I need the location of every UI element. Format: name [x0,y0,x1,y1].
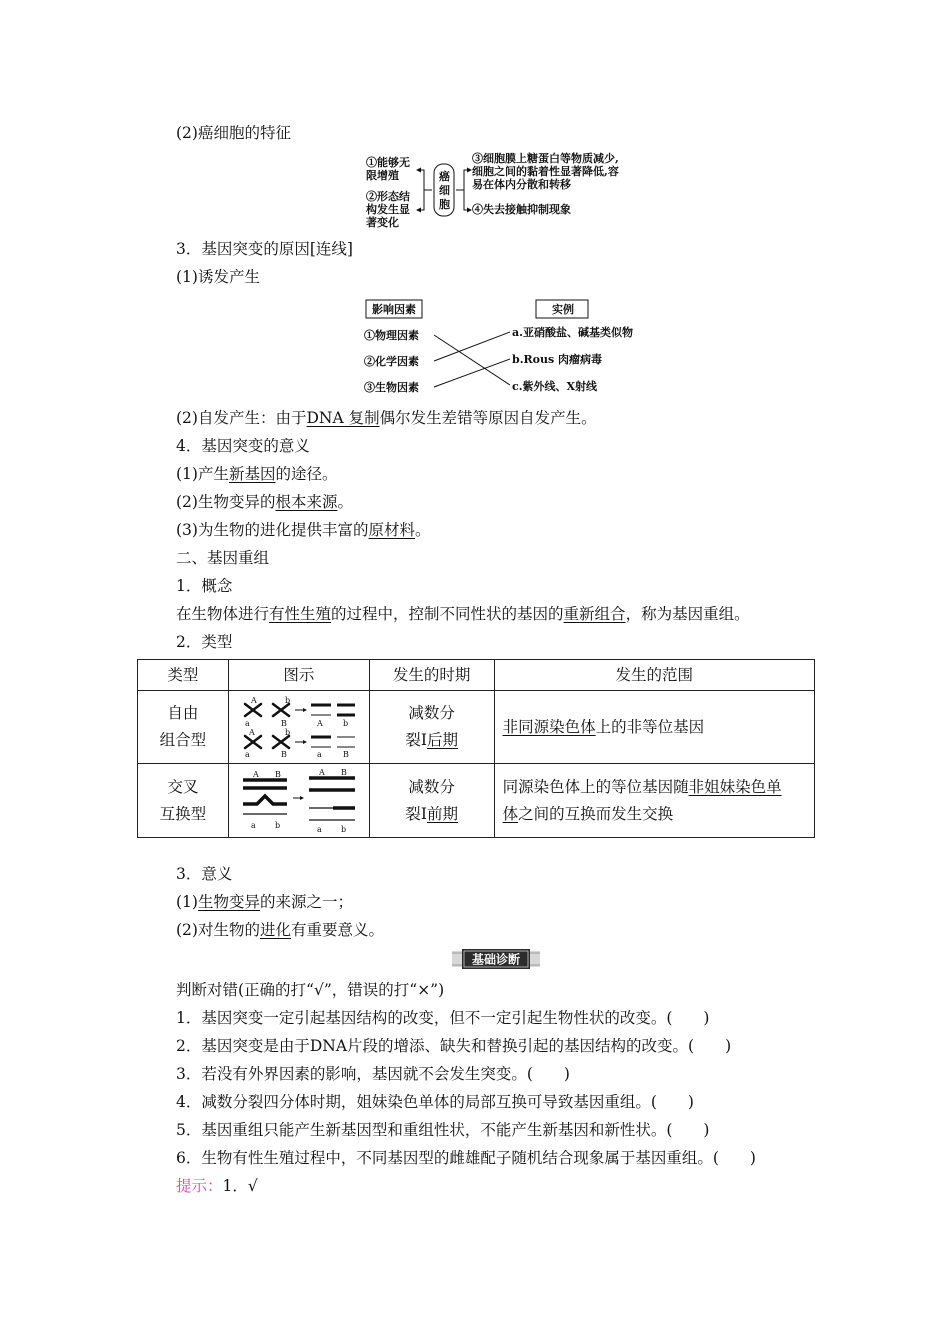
meaning-item-2: (2)生物变异的根本来源。 [176,493,353,511]
free-label-12: B [342,750,349,759]
free-label-10: B [280,750,287,759]
free-label-3: a [244,719,250,728]
free-label-9: a [244,750,250,759]
heading-concept: 1．概念 [176,577,233,595]
hint-value: 1．√ [222,1177,258,1195]
question-item: 2．基因突变是由于DNA片段的增添、缺失和替换引起的基因结构的改变。( ) [176,1037,732,1055]
range-cell: 同源染色体上的等位基因随非姐妹染色单 体之间的互换而发生交换 [494,764,814,838]
cross-label-5: A [318,767,325,777]
sub-induced: (1)诱发产生 [176,268,260,286]
free-label-2: b [284,696,290,705]
time-cell: 减数分 裂Ⅰ前期 [369,764,494,838]
center-char-2: 细 [439,184,450,197]
cross-label-3: a [250,820,256,830]
cross-label-7: a [316,824,322,834]
cross-label-6: B [340,767,347,777]
diagnosis-instruction: 判断对错(正确的打“√”，错误的打“×”) [176,981,445,999]
left-header: 影响因素 [372,303,416,316]
free-combination-diagram [237,696,361,758]
center-char-3: 胞 [439,198,450,211]
right-item-b: b.Rous 肉瘤病毒 [512,353,603,366]
free-label-7: A [248,728,255,737]
free-label-5: A [316,719,323,728]
free-label-11: a [316,750,322,759]
question-item: 6．生物有性生殖过程中，不同基因型的雌雄配子随机结合现象属于基因重组。( ) [176,1149,756,1167]
left-item-2-line-2: 构发生显 [366,203,410,216]
diagnosis-badge [452,948,540,970]
significance-item-1: (1)生物变异的来源之一； [176,893,353,911]
right-header: 实例 [552,303,574,316]
heading-mutation-meaning: 4．基因突变的意义 [176,437,310,455]
cross-label-4: b [274,820,280,830]
table-row [138,691,815,764]
right-item-4: ④失去接触抑制现象 [472,203,571,216]
right-item-a: a.亚硝酸盐、碱基类似物 [512,326,633,339]
left-item-2: ②化学因素 [364,355,419,368]
table-header-row [138,660,815,691]
range-cell: 非同源染色体上的非等位基因 [494,691,814,764]
matching-diagram [360,297,633,399]
free-label-6: b [342,719,348,728]
right-item-3-line-2: 细胞之间的黏着性显著降低,容 [472,165,619,178]
left-item-1: ①物理因素 [364,329,419,342]
question-item: 1．基因突变一定引起基因结构的改变，但不一定引起生物性状的改变。( ) [176,1009,710,1027]
left-item-2-line-3: 著变化 [366,216,399,229]
heading-recombination: 二、基因重组 [176,549,270,567]
question-item: 3．若没有外界因素的影响，基因就不会发生突变。( ) [176,1065,570,1083]
header-diagram: 图示 [228,660,369,691]
right-item-3-line-1: ③细胞膜上糖蛋白等物质减少, [472,152,619,165]
type-cell: 交叉 互换型 [138,764,229,838]
free-label-1: A [250,696,257,705]
cross-label-2: B [274,769,281,779]
heading-significance: 3．意义 [176,865,233,883]
left-item-1-line-1: ①能够无 [366,156,410,169]
cancer-features-diagram [360,152,630,234]
free-label-4: B [280,719,287,728]
table-row [138,764,815,838]
heading-types: 2．类型 [176,633,233,651]
diagram-cell [228,691,369,764]
question-item: 4．减数分裂四分体时期，姐妹染色单体的局部互换可导致基因重组。( ) [176,1093,694,1111]
type-cell: 自由 组合型 [138,691,229,764]
heading-cancer-features: (2)癌细胞的特征 [176,124,291,142]
significance-item-2: (2)对生物的进化有重要意义。 [176,921,384,939]
sub-spontaneous: (2)自发产生：由于DNA 复制偶尔发生差错等原因自发产生。 [176,409,597,427]
diagnosis-badge-label: 基础诊断 [471,952,521,967]
center-char-1: 癌 [439,170,450,183]
header-type: 类型 [138,660,229,691]
free-label-8: b [284,728,290,737]
heading-mutation-cause: 3．基因突变的原因[连线] [176,240,353,258]
hint-line [176,1176,258,1196]
left-item-2-line-1: ②形态结 [366,190,410,203]
right-item-c: c.紫外线、X射线 [512,380,598,393]
question-item: 5．基因重组只能产生新基因型和重组性状，不能产生新基因和新性状。( ) [176,1121,710,1139]
header-time: 发生的时期 [369,660,494,691]
crossing-over-diagram [237,768,361,834]
concept-text: 在生物体进行有性生殖的过程中，控制不同性状的基因的重新组合，称为基因重组。 [176,605,750,623]
hint-label: 提示： [176,1177,223,1195]
cross-label-1: A [252,769,259,779]
cross-label-8: b [340,824,346,834]
time-cell: 减数分 裂Ⅰ后期 [369,691,494,764]
meaning-item-1: (1)产生新基因的途径。 [176,465,338,483]
meaning-item-3: (3)为生物的进化提供丰富的原材料。 [176,521,431,539]
left-item-3: ③生物因素 [364,381,419,394]
left-item-1-line-2: 限增殖 [366,169,399,182]
header-range: 发生的范围 [494,660,814,691]
right-item-3-line-3: 易在体内分散和转移 [472,178,571,191]
diagram-cell [228,764,369,838]
recombination-types-table [137,659,815,838]
